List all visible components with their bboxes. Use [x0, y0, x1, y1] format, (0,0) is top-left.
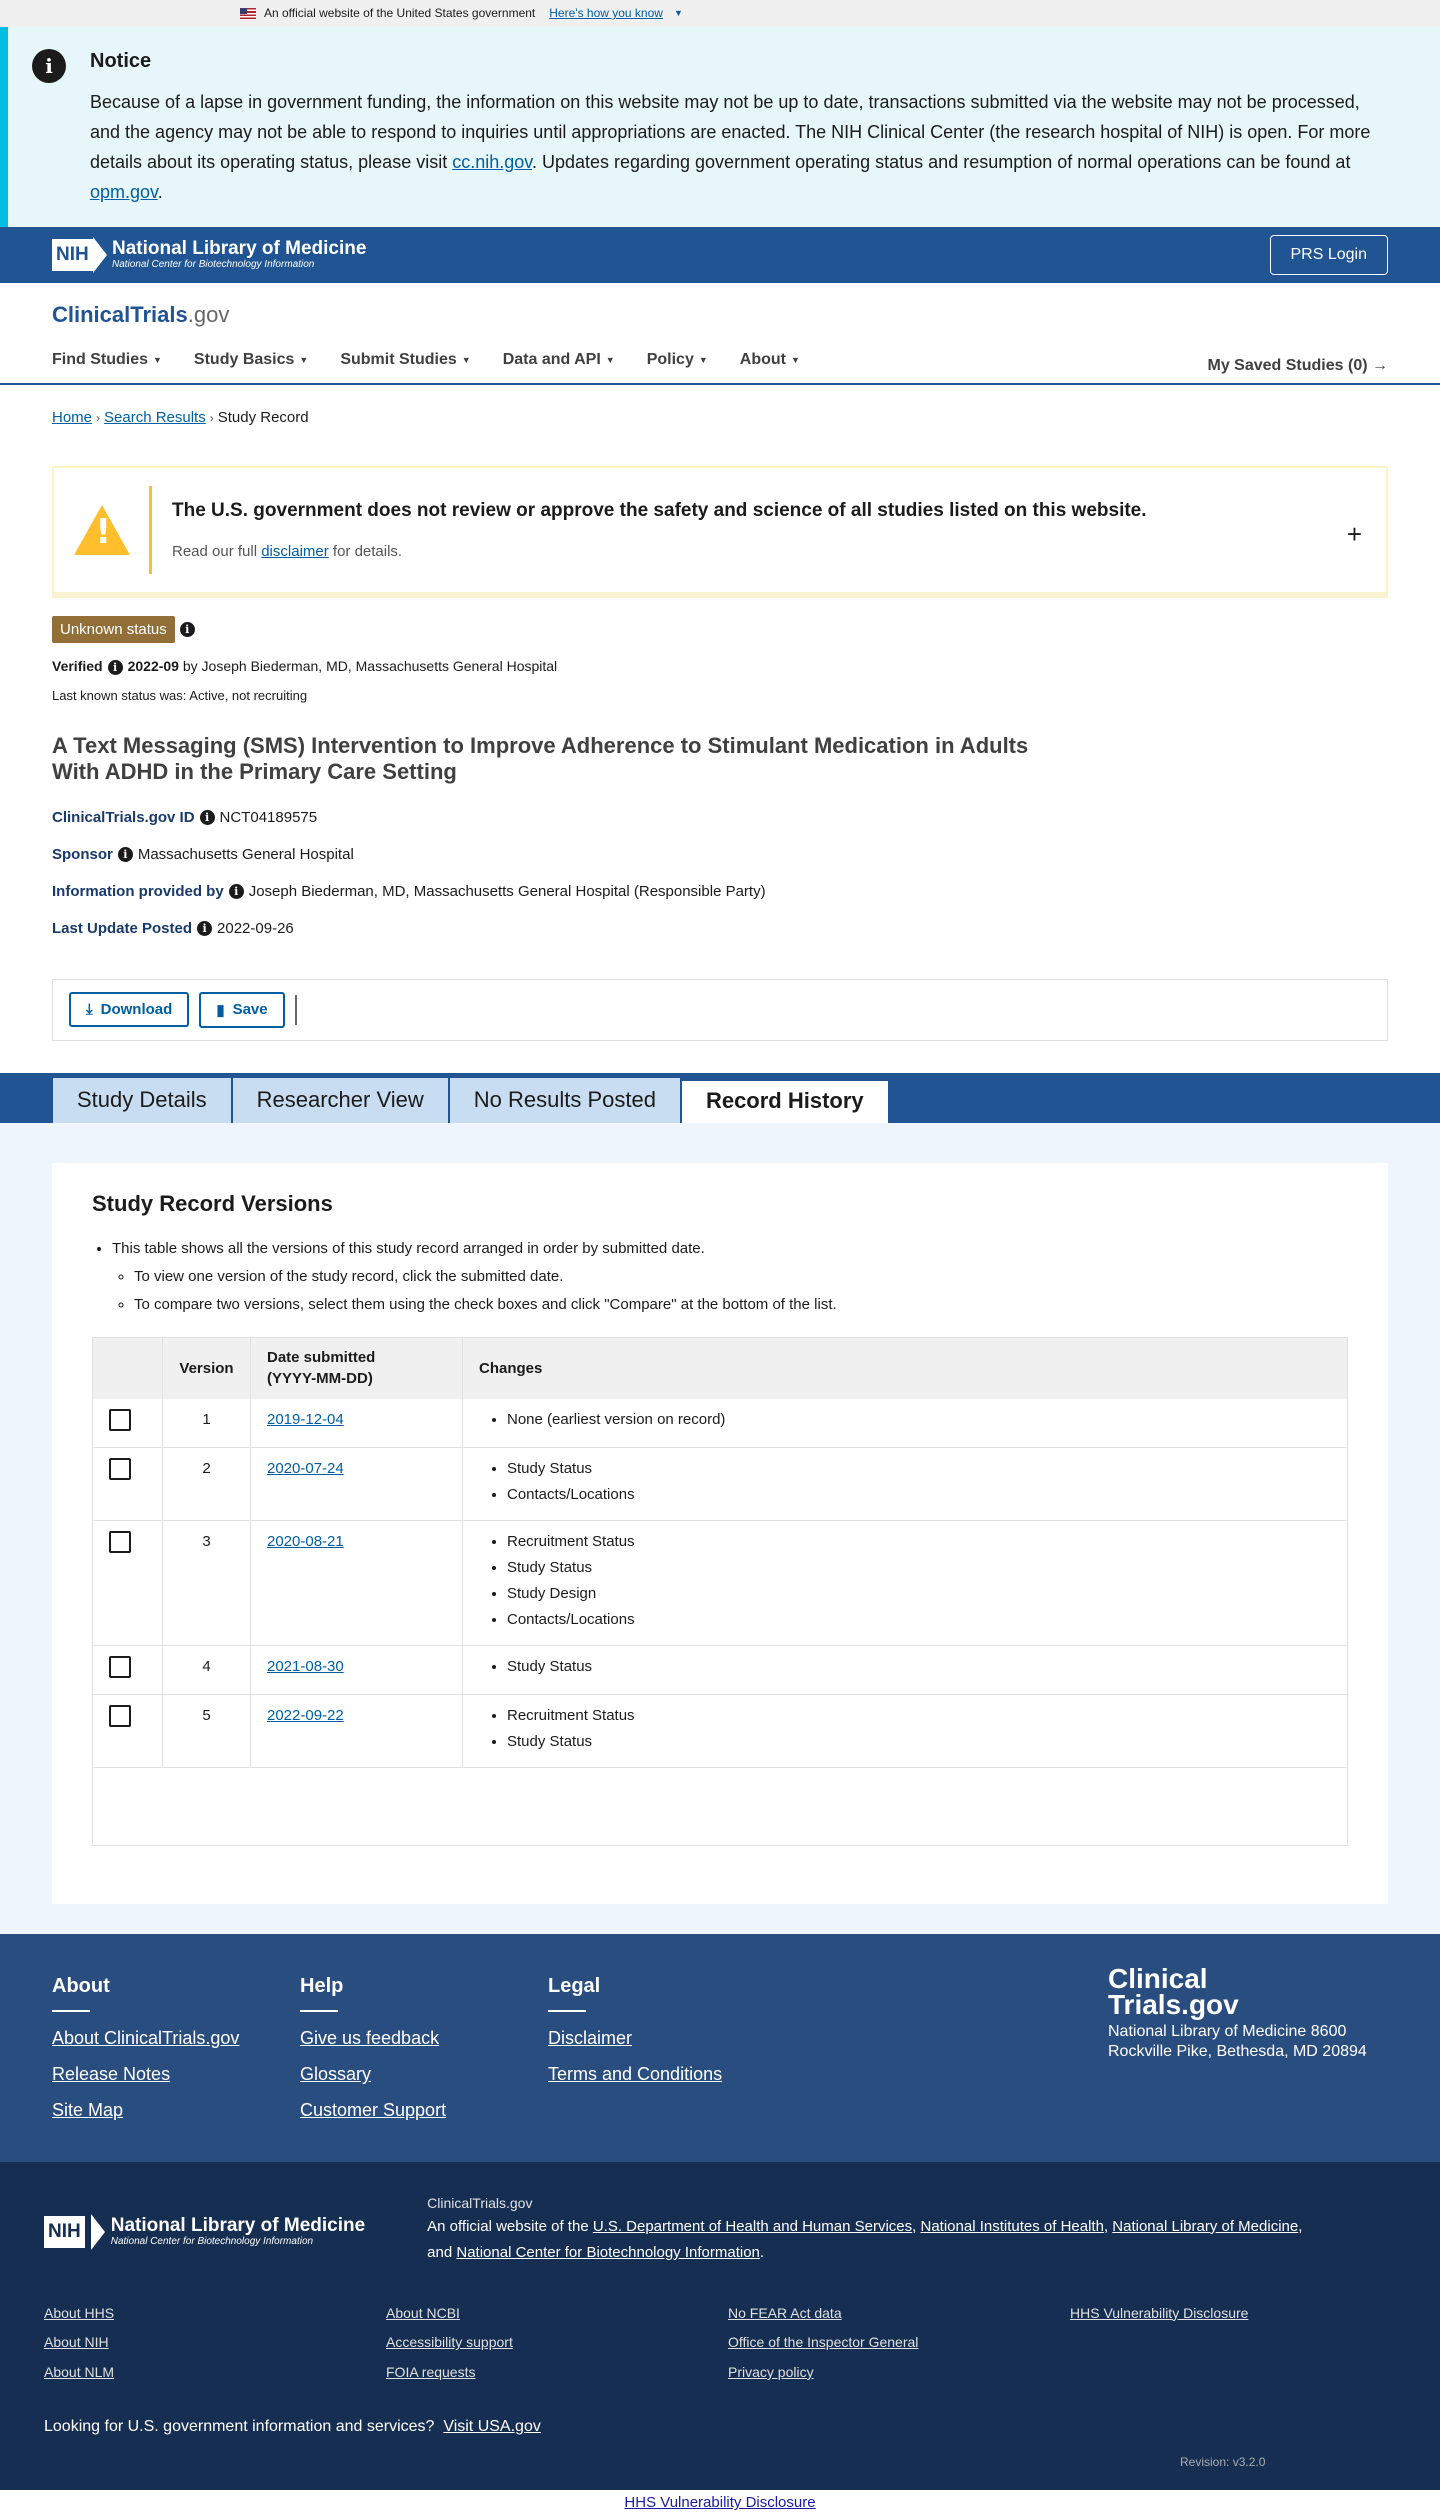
version-checkbox[interactable] — [109, 1458, 131, 1480]
notice-body: Because of a lapse in government funding, the information on this website may not be up to date, transactions submitted via the website may not be processed, and the agency may not be able to respond to inquiries until appropriations are enacted. The NIH Clinical Center (the research hospital of NIH) is open. For more details about its operating status, please visit cc.nih.gov. Updates regarding government operating status and resumption of normal operations can be found at opm.gov. — [90, 92, 1371, 202]
footer-link[interactable]: Site Map — [52, 2100, 124, 2121]
nih-logo-icon: NIH — [52, 237, 106, 273]
version-date-link[interactable]: 2020-08-21 — [267, 1533, 344, 1551]
nav-find-studies[interactable]: Find Studies ▼ — [52, 350, 162, 368]
table-row: 3 2020-08-21 • Recruitment Status • Study Status • Study Design • Contacts/Locations — [93, 1521, 1348, 1646]
prs-login-button[interactable]: PRS Login — [1270, 235, 1389, 275]
version-checkbox[interactable] — [109, 1409, 131, 1431]
disclaimer-headline: The U.S. government does not review or approve the safety and science of all studies listed on this website. — [172, 500, 1147, 522]
nlm-header — [0, 227, 1440, 283]
footer-link[interactable]: Terms and Conditions — [548, 2064, 723, 2085]
versions-table — [92, 1337, 1348, 1847]
footer-link[interactable]: Privacy policy — [728, 2363, 814, 2380]
chevron-down-icon: ▼ — [605, 354, 615, 365]
nav-submit-studies[interactable]: Submit Studies ▼ — [340, 350, 471, 368]
version-date-link[interactable]: 2019-12-04 — [267, 1411, 344, 1429]
notice-title: Notice — [90, 50, 152, 72]
version-checkbox[interactable] — [109, 1531, 131, 1553]
hhs-vulnerability-link[interactable]: HHS Vulnerability Disclosure — [624, 2494, 816, 2512]
chevron-down-icon: ▼ — [153, 354, 162, 365]
funding-notice — [0, 27, 1440, 227]
cc-nih-link[interactable]: cc.nih.gov — [452, 152, 532, 172]
info-icon: i — [32, 49, 66, 83]
table-row: 2 2020-07-24 • Study Status • Contacts/Locations — [93, 1448, 1348, 1521]
footer-link[interactable]: About NCBI — [386, 2304, 460, 2321]
footer-link[interactable]: About HHS — [44, 2304, 115, 2321]
footer-about: About About ClinicalTrials.gov Release Notes Site Map — [52, 1972, 300, 2162]
version-date-link[interactable]: 2020-07-24 — [267, 1460, 344, 1478]
footer-link[interactable]: About ClinicalTrials.gov — [52, 2028, 240, 2049]
official-website-text: ClinicalTrials.gov An official website of the U.S. Department of Health and Human Services, National Institutes of Health, National Library of Medicine, and National Center for Biotechnology Information. — [427, 2195, 1303, 2261]
site-footer — [0, 1934, 1440, 2162]
tab-bar — [0, 1073, 1440, 1123]
chevron-down-icon: ▼ — [299, 354, 309, 365]
main-nav — [52, 349, 1388, 371]
breadcrumb-home[interactable]: Home — [52, 409, 93, 426]
version-date-link[interactable]: 2022-09-22 — [267, 1707, 344, 1725]
nlm-subtitle: National Center for Biotechnology Information — [112, 259, 315, 270]
info-icon[interactable]: i — [229, 884, 244, 899]
usa-gov-line: Looking for U.S. government information and services? Visit USA.gov — [44, 2418, 541, 2436]
chevron-down-icon: ▼ — [461, 354, 471, 365]
status-badge: Unknown status — [52, 616, 175, 643]
revision: Revision: v3.2.0 — [1180, 2455, 1266, 2470]
warning-icon — [74, 505, 130, 555]
opm-link[interactable]: opm.gov — [90, 182, 158, 202]
study-title: A Text Messaging (SMS) Intervention to Improve Adherence to Stimulant Medication in Adults With ADHD in the Primary Care Setting — [52, 732, 1029, 784]
info-provided-row: Information provided by i Joseph Biederman, MD, Massachusetts General Hospital (Responsible Party) — [52, 882, 766, 900]
disclaimer-link[interactable]: disclaimer — [261, 542, 329, 560]
footer-link[interactable]: No FEAR Act data — [728, 2304, 842, 2321]
record-versions-panel — [52, 1163, 1388, 1904]
nav-study-basics[interactable]: Study Basics ▼ — [193, 350, 309, 368]
my-saved-studies-link[interactable]: My Saved Studies (0) → — [1207, 357, 1388, 374]
table-row: 4 2021-08-30 • Study Status — [93, 1646, 1348, 1695]
nlm-link[interactable]: National Library of Medicine — [1112, 2217, 1299, 2235]
footer-link[interactable]: Glossary — [300, 2064, 372, 2085]
versions-instructions: • This table shows all the versions of this study record arranged in order by submitted date. ◦ To view one version of the study record, click the submitted date. ◦ To compare two versions, select them using the check boxes and click "Compare" at the bottom of the list. — [92, 1238, 1348, 1315]
tab-record-history[interactable]: Record History — [681, 1077, 889, 1123]
nih-link[interactable]: National Institutes of Health — [920, 2217, 1104, 2235]
download-icon: ⤓ — [86, 1001, 93, 1019]
arrow-right-icon: → — [1372, 357, 1388, 374]
footer-address: National Library of Medicine 8600 Rockville Pike, Bethesda, MD 20894 — [1108, 2023, 1367, 2061]
download-button[interactable]: ⤓ Download — [69, 992, 189, 1027]
col-date: Date submitted (YYYY-MM-DD) — [251, 1337, 463, 1399]
nlm-title: National Library of Medicine — [112, 238, 367, 259]
sponsor-row: Sponsor i Massachusetts General Hospital — [52, 845, 354, 863]
footer-brand: Clinical Trials.gov National Library of Medicine 8600 Rockville Pike, Bethesda, MD 20894 — [1108, 1963, 1367, 2061]
footer-legal: Legal Disclaimer Terms and Conditions — [548, 1972, 796, 2162]
us-flag-icon — [240, 8, 256, 19]
ct-logo[interactable]: ClinicalTrials.gov — [52, 302, 230, 327]
info-icon[interactable]: i — [197, 921, 212, 936]
tab-study-details[interactable]: Study Details — [52, 1077, 232, 1123]
hhs-link[interactable]: U.S. Department of Health and Human Services — [592, 2217, 913, 2235]
footer-link[interactable]: Accessibility support — [386, 2334, 513, 2351]
footer-help: Help Give us feedback Glossary Customer Support — [300, 1972, 548, 2162]
usa-gov-link[interactable]: Visit USA.gov — [443, 2418, 541, 2436]
gov-banner — [0, 0, 1440, 27]
ct-header — [0, 283, 1440, 385]
footer-link[interactable]: Customer Support — [300, 2100, 447, 2121]
nih-logo-icon: NIH — [44, 2216, 85, 2248]
col-version: Version — [163, 1337, 251, 1399]
expand-plus-icon[interactable]: + — [1346, 519, 1362, 549]
table-row: 5 2022-09-22 • Recruitment Status • Study Status — [93, 1695, 1348, 1768]
nav-policy[interactable]: Policy ▼ — [646, 350, 708, 368]
divider — [295, 995, 297, 1025]
nav-data-api[interactable]: Data and API ▼ — [502, 350, 615, 368]
footer-link[interactable]: Office of the Inspector General — [728, 2334, 919, 2351]
footer-link[interactable]: About NLM — [44, 2363, 115, 2380]
breadcrumb — [0, 385, 1440, 428]
study-id-row: ClinicalTrials.gov ID i NCT04189575 — [52, 808, 318, 826]
info-icon[interactable]: i — [180, 622, 195, 637]
verified-line: Verified i 2022-09 by Joseph Biederman, MD, Massachusetts General Hospital — [52, 658, 558, 674]
chevron-right-icon: › — [96, 411, 101, 425]
chevron-down-icon: ▼ — [698, 354, 708, 365]
version-checkbox[interactable] — [109, 1705, 131, 1727]
nlm-logo[interactable] — [52, 237, 366, 273]
chevron-down-icon: ▼ — [790, 354, 800, 365]
info-icon[interactable]: i — [108, 660, 123, 675]
footer-link[interactable]: Disclaimer — [548, 2028, 633, 2049]
col-changes: Changes — [463, 1337, 1348, 1399]
action-bar — [52, 979, 1388, 1041]
footer-link[interactable]: Release Notes — [52, 2064, 171, 2085]
table-row: 1 2019-12-04 • None (earliest version on record) — [93, 1399, 1348, 1448]
version-checkbox[interactable] — [109, 1656, 131, 1678]
ncbi-link[interactable]: National Center for Biotechnology Information — [456, 2243, 760, 2261]
nlm-footer-logo[interactable]: NIH National Library of Medicine National Center for Biotechnology Information — [44, 2198, 365, 2266]
footer-link[interactable]: Give us feedback — [300, 2028, 440, 2049]
last-known-status: Last known status was: Active, not recruiting — [52, 687, 308, 703]
bookmark-icon: ▮ — [216, 1001, 225, 1019]
footer-link[interactable]: FOIA requests — [386, 2363, 476, 2380]
gov-banner-text: An official website of the United States government — [264, 6, 536, 21]
footer-link[interactable]: About NIH — [44, 2334, 109, 2351]
nav-about[interactable]: About ▼ — [739, 350, 800, 368]
info-icon[interactable]: i — [200, 810, 215, 825]
chevron-right-icon: › — [209, 411, 214, 425]
disclaimer-text: Read our full disclaimer for details. — [172, 542, 403, 560]
disclaimer-alert — [52, 466, 1388, 598]
info-icon[interactable]: i — [118, 847, 133, 862]
tab-researcher-view[interactable]: Researcher View — [232, 1077, 449, 1123]
footer-links-grid — [44, 2304, 1396, 2383]
versions-title: Study Record Versions — [92, 1190, 333, 1216]
nlm-footer — [0, 2162, 1440, 2490]
footer-link[interactable]: HHS Vulnerability Disclosure — [1070, 2304, 1249, 2321]
chevron-down-icon: ▼ — [673, 8, 683, 19]
tab-no-results-posted[interactable]: No Results Posted — [449, 1077, 681, 1123]
heres-how-you-know-link[interactable]: Here's how you know — [549, 6, 663, 21]
version-date-link[interactable]: 2021-08-30 — [267, 1658, 344, 1676]
last-update-row: Last Update Posted i 2022-09-26 — [52, 919, 294, 937]
breadcrumb-search-results[interactable]: Search Results — [104, 409, 206, 426]
breadcrumb-current: Study Record — [217, 409, 309, 426]
save-button[interactable]: ▮ Save — [199, 992, 284, 1028]
